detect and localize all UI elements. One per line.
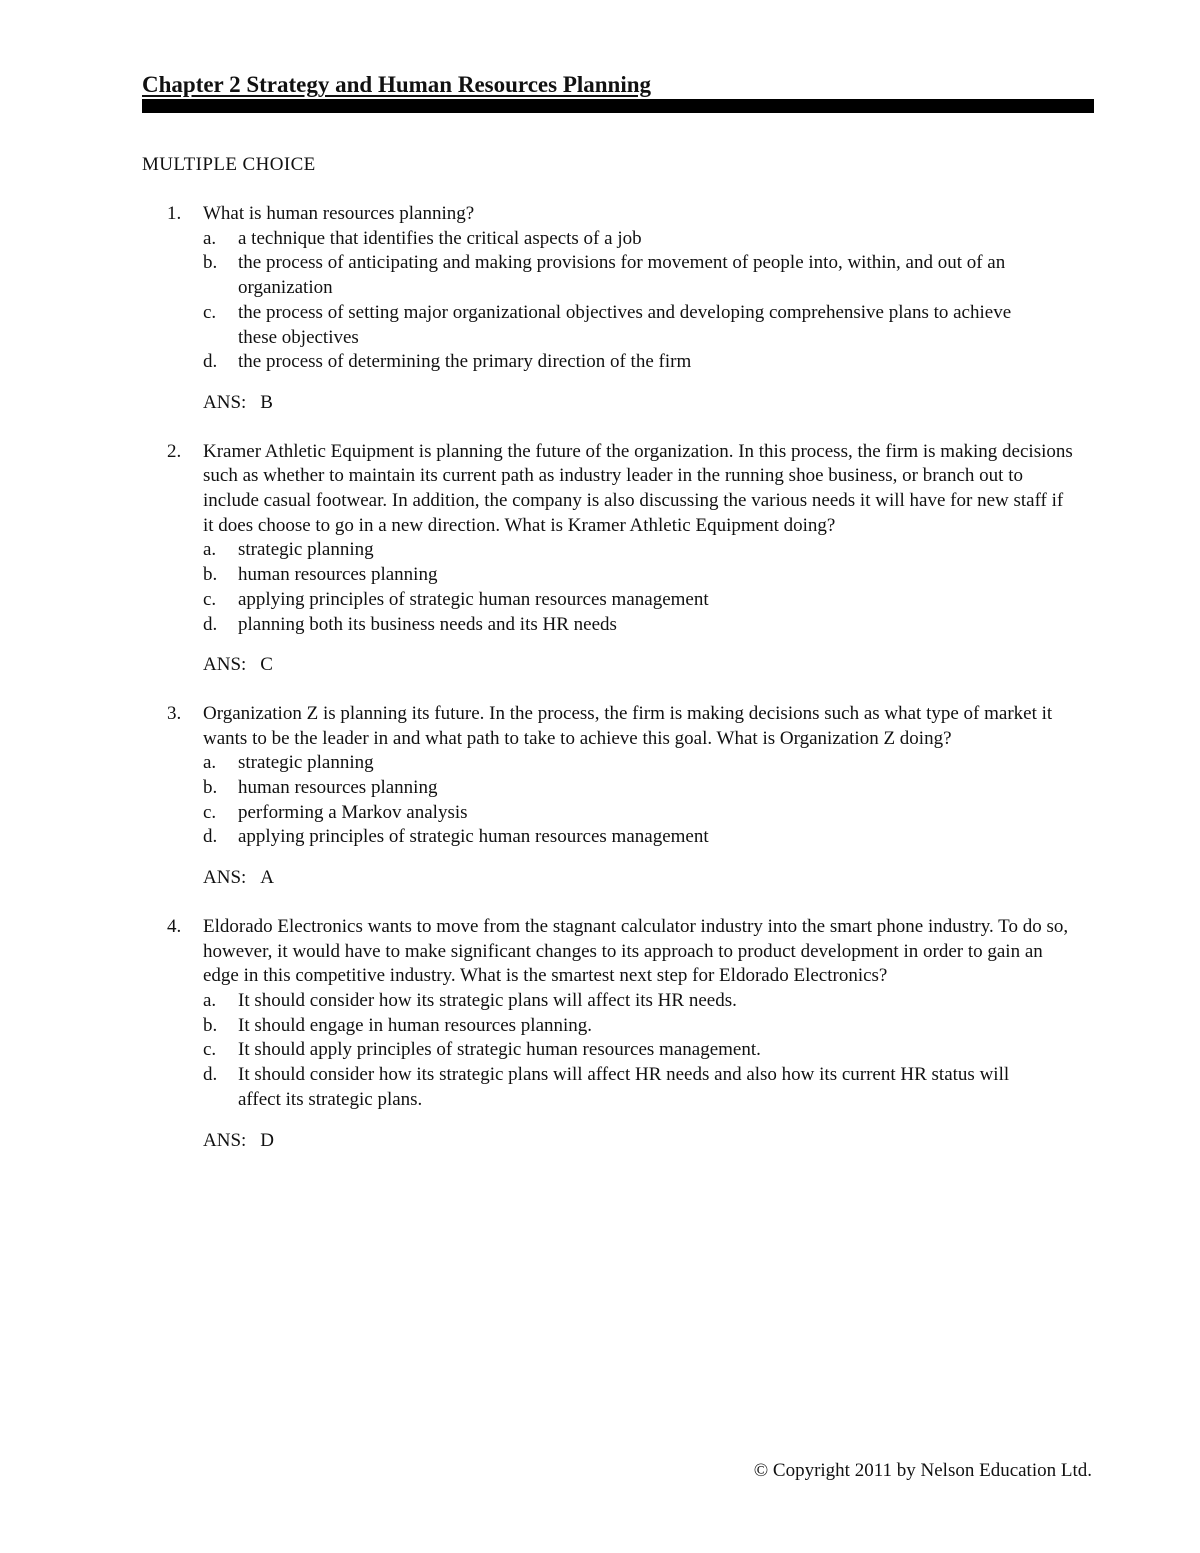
option-letter: b. (203, 777, 218, 799)
option-letter: a. (203, 752, 217, 774)
option-letter: d. (203, 826, 218, 848)
question-3 (0, 702, 1200, 891)
question-stem: Organization Z is planning its future. In the process, the firm is making decisions such as what type of market it wants to be the leader in and what path to take to achieve this goal. What is Organization Z doing? (203, 702, 1053, 749)
option-letter: c. (203, 1039, 217, 1061)
option-text: It should apply principles of strategic human resources management. (238, 1039, 761, 1061)
option-text: applying principles of strategic human resources management (238, 588, 709, 610)
answer-line (203, 391, 1200, 416)
option-c (203, 801, 1200, 826)
option-text: strategic planning (238, 752, 374, 774)
question-2 (0, 440, 1200, 678)
option-letter: a. (203, 227, 217, 249)
title-rule (142, 99, 1094, 113)
question-stem: What is human resources planning? (203, 203, 475, 224)
answer-value: B (260, 391, 273, 413)
option-text: It should consider how its strategic plans will affect HR needs and also how its current HR status will affect its strategic plans. (238, 1064, 1010, 1110)
question-number: 3. (167, 702, 182, 724)
answer-value: A (260, 867, 275, 889)
answer-value: C (260, 654, 273, 676)
copyright-footer: © Copyright 2011 by Nelson Education Ltd. (753, 1460, 1092, 1481)
option-text: performing a Markov analysis (238, 801, 468, 823)
option-c (203, 301, 1200, 350)
option-list (0, 538, 1200, 637)
option-letter: c. (203, 801, 217, 823)
option-text: the process of setting major organizational objectives and developing comprehensive plans to achieve these objectives (238, 301, 1012, 348)
option-b (203, 251, 1200, 300)
option-d (203, 1063, 1200, 1112)
option-letter: c. (203, 301, 217, 323)
option-b (203, 1014, 1200, 1039)
option-b (203, 563, 1200, 588)
option-text: the process of determining the primary direction of the firm (238, 351, 692, 373)
option-c (203, 1038, 1200, 1063)
answer-label: ANS: (203, 654, 247, 676)
answer-label: ANS: (203, 1129, 247, 1151)
option-letter: a. (203, 539, 217, 561)
option-text: planning both its business needs and its HR needs (238, 613, 617, 635)
answer-label: ANS: (203, 391, 247, 413)
section-heading: MULTIPLE CHOICE (142, 154, 316, 175)
answer-label: ANS: (203, 867, 247, 889)
option-text: the process of anticipating and making provisions for movement of people into, within, and out of an organization (238, 252, 1006, 299)
option-list (0, 989, 1200, 1113)
option-a (203, 538, 1200, 563)
option-a (203, 751, 1200, 776)
question-number: 2. (167, 440, 182, 462)
option-d (203, 613, 1200, 638)
option-letter: a. (203, 989, 217, 1011)
answer-value: D (260, 1129, 275, 1151)
option-letter: b. (203, 252, 218, 274)
option-c (203, 588, 1200, 613)
option-text: applying principles of strategic human resources management (238, 826, 709, 848)
option-list (0, 227, 1200, 375)
answer-line (203, 653, 1200, 678)
option-a (203, 989, 1200, 1014)
option-text: human resources planning (238, 777, 438, 799)
option-d (203, 825, 1200, 850)
option-letter: b. (203, 564, 218, 586)
option-letter: d. (203, 613, 218, 635)
option-d (203, 350, 1200, 375)
answer-line (203, 1129, 1200, 1154)
option-text: strategic planning (238, 539, 374, 561)
question-1 (0, 202, 1200, 416)
question-stem: Eldorado Electronics wants to move from the stagnant calculator industry into the smart phone industry. To do so, however, it would have to make significant changes to its approach to product development in order to gain an edge in this competitive industry. What is the smartest next step for Eldorado Electronics? (203, 915, 1069, 987)
option-letter: d. (203, 1064, 218, 1086)
option-b (203, 776, 1200, 801)
option-letter: d. (203, 351, 218, 373)
option-list (0, 751, 1200, 850)
page-title: Chapter 2 Strategy and Human Resources Planning (142, 72, 652, 97)
question-number: 1. (167, 203, 182, 224)
option-letter: b. (203, 1014, 218, 1036)
option-text: It should consider how its strategic plans will affect its HR needs. (238, 989, 737, 1011)
option-text: It should engage in human resources planning. (238, 1014, 593, 1036)
answer-line (203, 866, 1200, 891)
question-list (0, 202, 1200, 1177)
question-4 (0, 915, 1200, 1153)
question-stem: Kramer Athletic Equipment is planning the future of the organization. In this process, the firm is making decisions such as whether to maintain its current path as industry leader in the running shoe business, or branch out to include casual footwear. In addition, the company is also discussing the various needs it will have for new staff if it does choose to go in a new direction. What is Kramer Athletic Equipment doing? (203, 440, 1073, 536)
option-letter: c. (203, 588, 217, 610)
question-number: 4. (167, 915, 182, 937)
option-text: a technique that identifies the critical aspects of a job (238, 227, 642, 249)
option-text: human resources planning (238, 564, 438, 586)
option-a (203, 227, 1200, 252)
